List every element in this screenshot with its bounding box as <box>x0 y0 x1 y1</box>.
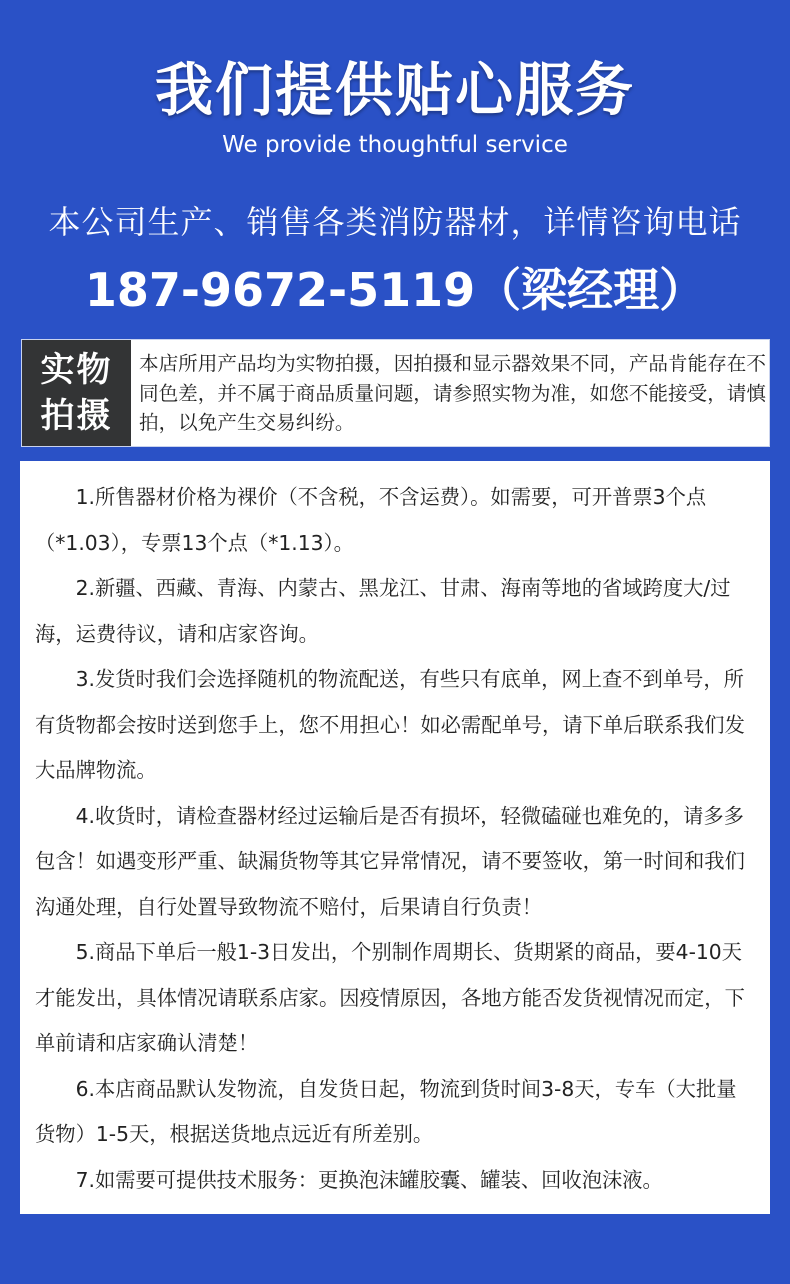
note-item-4: 4.收货时，请检查器材经过运输后是否有损坏，轻微磕碰也难免的，请多多包含！如遇变形严重、缺漏货物等其它异常情况，请不要签收，第一时间和我们沟通处理，自行处置导致物流不赔付，后果请自行负责！ <box>35 803 745 919</box>
photo-notice-box <box>21 339 770 447</box>
photo-notice-text: 本店所用产品均为实物拍摄，因拍摄和显示器效果不同，产品肯能存在不同色差，并不属于商品质量问题，请参照实物为准，如您不能接受，请慎拍，以免产生交易纠纷。 <box>139 352 766 434</box>
photo-tag-line1: 实物 <box>40 350 113 390</box>
note-item-7: 7.如需要可提供技术服务：更换泡沫罐胶囊、罐装、回收泡沫液。 <box>75 1167 663 1192</box>
note-item-6: 6.本店商品默认发物流，自发货日起，物流到货时间3-8天，专车（大批量货物）1-5天，根据送货地点远近有所差别。 <box>35 1076 737 1146</box>
note-item-1: 1.所售器材价格为裸价（不含税，不含运费）。如需要，可开普票3个点（*1.03），专票13个点（*1.13）。 <box>35 485 707 555</box>
photo-notice-tag <box>22 340 131 446</box>
photo-tag-line2: 拍摄 <box>40 396 113 436</box>
page-title: 我们提供贴心服务 <box>154 56 635 124</box>
notes-panel <box>20 461 770 1214</box>
note-item-3: 3.发货时我们会选择随机的物流配送，有些只有底单，网上查不到单号，所有货物都会按时送到您手上，您不用担心！如必需配单号，请下单后联系我们发大品牌物流。 <box>35 667 745 782</box>
contact-phone: 187-9672-5119（梁经理） <box>84 263 706 317</box>
intro-text: 本公司生产、销售各类消防器材，详情咨询电话 <box>48 203 742 241</box>
page-subtitle: We provide thoughtful service <box>222 132 568 158</box>
note-item-5: 5.商品下单后一般1-3日发出，个别制作周期长、货期紧的商品，要4-10天才能发出，具体情况请联系店家。因疫情原因，各地方能否发货视情况而定，下单前请和店家确认清楚！ <box>35 940 745 1055</box>
note-item-2: 2.新疆、西藏、青海、内蒙古、黑龙江、甘肃、海南等地的省域跨度大/过海，运费待议，请和店家咨询。 <box>35 576 731 646</box>
